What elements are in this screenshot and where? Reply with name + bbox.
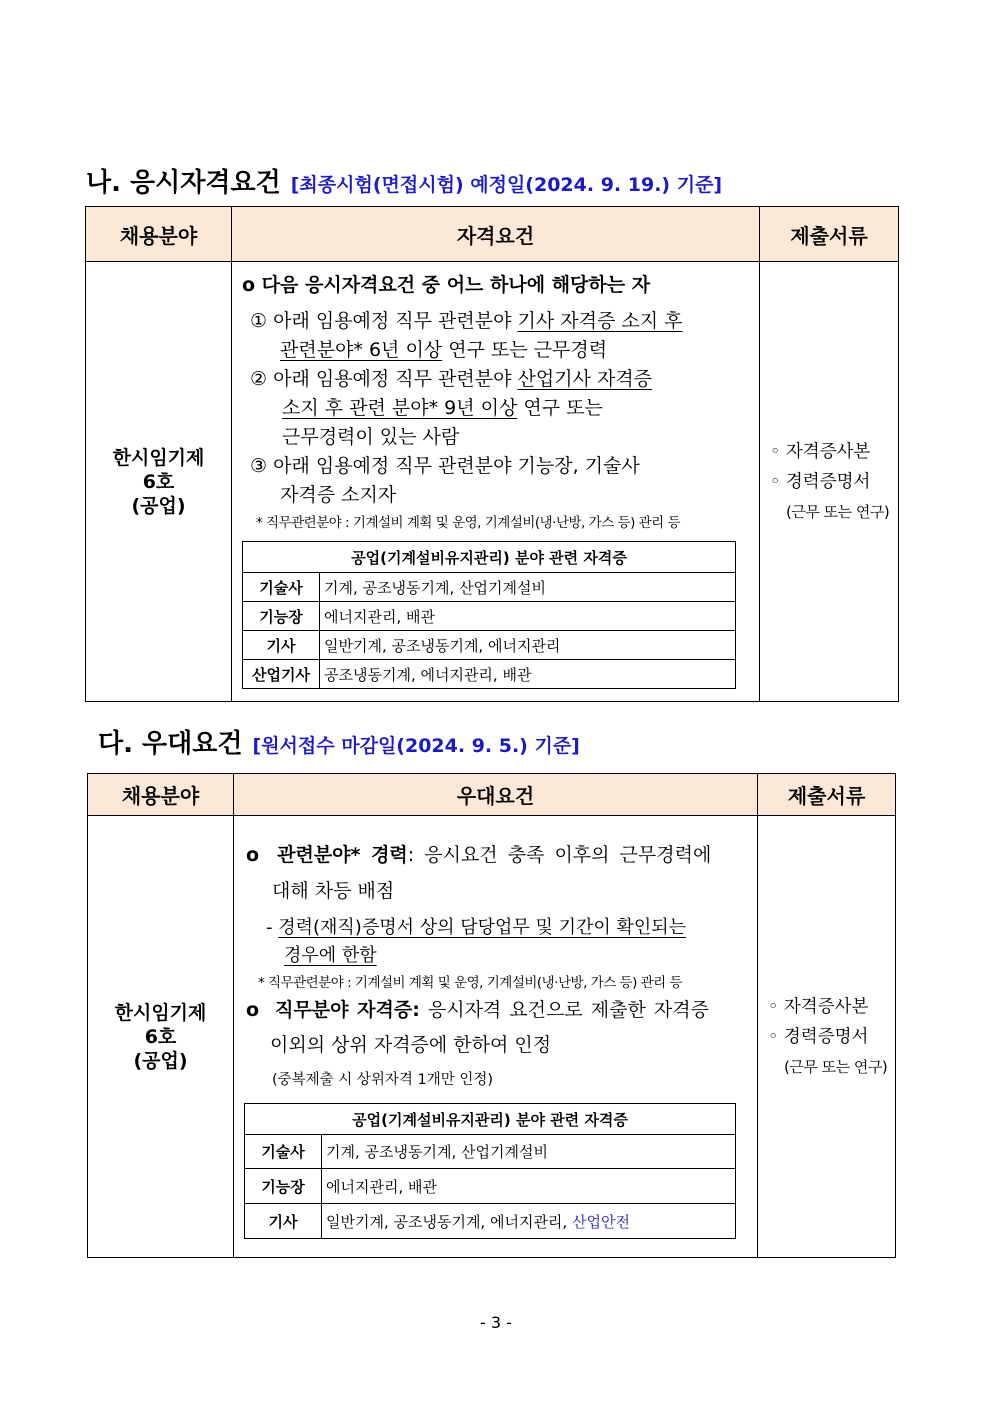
item2-line3: 근무경력이 있는 사람 <box>282 426 460 448</box>
documents-cell <box>758 816 896 1258</box>
section-na-title <box>86 162 722 199</box>
item2-number: ② <box>250 368 268 390</box>
section-da-title <box>98 723 580 760</box>
field-line: 6호 <box>144 1025 177 1048</box>
doc-item: ◦ 경력증명서 <box>770 471 871 492</box>
footnote: * 직무관련분야 : 기계설비 계획 및 운영, 기계설비(냉·난방, 가스 등) 관리 등 <box>258 975 683 991</box>
p2-line2: 이외의 상위 자격증에 한하여 인정 <box>270 1034 552 1056</box>
doc-note: (근무 또는 연구) <box>784 1057 888 1076</box>
section-da-basis: [원서접수 마감일(2024. 9. 5.) 기준] <box>252 735 580 757</box>
field-line: 6호 <box>142 470 175 493</box>
cert-list: 공조냉동기계, 에너지관리, 배관 <box>320 660 736 689</box>
cert-grade: 기사 <box>245 1204 322 1239</box>
p2-label: 직무분야 자격증: <box>275 999 420 1021</box>
p1-sub-text: 경력(재직)증명서 상의 담당업무 및 기간이 확인되는 <box>278 917 687 938</box>
section-da-heading: 다. 우대요건 <box>98 729 243 759</box>
item1-number: ① <box>250 310 268 332</box>
p2-bullet: o <box>246 999 260 1021</box>
cert-table <box>242 541 736 689</box>
doc-item: ◦ 자격증사본 <box>768 996 869 1017</box>
requirements-cell <box>232 262 760 702</box>
p1-line1 <box>246 840 711 867</box>
item2-text: 아래 임용예정 직무 관련분야 <box>273 368 512 390</box>
preferences-cell <box>234 816 758 1258</box>
p1-line2: 대해 차등 배점 <box>272 880 395 902</box>
preference-table <box>87 773 896 1258</box>
field-line: (공업) <box>133 1049 188 1072</box>
p2-note: (중복제출 시 상위자격 1개만 인정) <box>272 1072 494 1088</box>
p2-line1 <box>246 995 709 1022</box>
p1-sub-line1 <box>266 913 686 939</box>
recruit-field <box>86 262 232 702</box>
cert-grade: 산업기사 <box>243 660 320 689</box>
documents-cell <box>760 262 899 702</box>
item3-number: ③ <box>250 455 268 477</box>
header-field: 채용분야 <box>86 207 232 262</box>
p2-text: 응시자격 요건으로 제출한 자격증 <box>427 999 709 1021</box>
qualification-table <box>85 206 899 702</box>
item1-text: 아래 임용예정 직무 관련분야 <box>273 310 512 332</box>
p1-text: : 응시요건 충족 이후의 근무경력에 <box>407 844 712 866</box>
header-documents: 제출서류 <box>758 774 896 816</box>
footnote: * 직무관련분야 : 기계설비 계획 및 운영, 기계설비(냉·난방, 가스 등) 관리 등 <box>256 515 681 531</box>
cert-list: 기계, 공조냉동기계, 산업기계설비 <box>322 1135 736 1169</box>
cert-list: 에너지관리, 배관 <box>320 602 736 631</box>
item1-underlined: 기사 자격증 소지 후 <box>517 310 683 332</box>
cert-list: 일반기계, 공조냉동기계, 에너지관리 <box>320 631 736 660</box>
cert-list-highlight: 산업안전 <box>571 1212 630 1231</box>
cert-table-title: 공업(기계설비유지관리) 분야 관련 자격증 <box>243 542 736 573</box>
cert-list: 기계, 공조냉동기계, 산업기계설비 <box>320 573 736 602</box>
cert-list-row <box>322 1204 736 1239</box>
cert-table-title: 공업(기계설비유지관리) 분야 관련 자격증 <box>245 1104 736 1135</box>
doc-item: ◦ 자격증사본 <box>770 441 871 462</box>
item2-line2 <box>282 393 603 420</box>
cert-grade: 기술사 <box>245 1135 322 1169</box>
item2-line1 <box>250 364 652 391</box>
item1-line2 <box>280 335 607 362</box>
intro-line: o 다음 응시자격요건 중 어느 하나에 해당하는 자 <box>242 274 651 296</box>
header-documents: 제출서류 <box>760 207 899 262</box>
item2-text2: 연구 또는 <box>523 397 603 419</box>
header-preferences: 우대요건 <box>234 774 758 816</box>
doc-item: ◦ 경력증명서 <box>768 1026 869 1047</box>
cert-list: 에너지관리, 배관 <box>322 1169 736 1204</box>
section-na-basis: [최종시험(면접시험) 예정일(2024. 9. 19.) 기준] <box>290 174 723 196</box>
page-number: - 3 - <box>480 1313 512 1332</box>
cert-grade: 기능장 <box>245 1169 322 1204</box>
field-line: 한시임기제 <box>114 1001 207 1024</box>
cert-grade: 기능장 <box>243 602 320 631</box>
doc-note: (근무 또는 연구) <box>786 502 890 521</box>
item1-underlined2: 관련분야* 6년 이상 <box>280 339 443 361</box>
field-line: (공업) <box>131 494 186 517</box>
field-line: 한시임기제 <box>112 446 205 469</box>
cert-grade: 기술사 <box>243 573 320 602</box>
p1-label: 관련분야* 경력 <box>277 844 408 866</box>
header-field: 채용분야 <box>88 774 234 816</box>
item2-underlined2: 소지 후 관련 분야* 9년 이상 <box>282 397 518 419</box>
p1-sub-dash: - <box>266 917 273 938</box>
recruit-field <box>88 816 234 1258</box>
section-na-heading: 나. 응시자격요건 <box>86 168 281 198</box>
item3-text: 아래 임용예정 직무 관련분야 기능장, 기술사 <box>273 455 640 477</box>
item3-line1 <box>250 451 640 478</box>
p1-bullet: o <box>246 844 260 866</box>
cert-list: 일반기계, 공조냉동기계, 에너지관리, <box>326 1212 572 1231</box>
item1-text2: 연구 또는 근무경력 <box>448 339 608 361</box>
p1-sub-line2: 경우에 한함 <box>284 945 377 966</box>
item3-line2: 자격증 소지자 <box>280 484 397 506</box>
cert-grade: 기사 <box>243 631 320 660</box>
item1-line1 <box>250 306 682 333</box>
cert-table <box>244 1103 736 1239</box>
item2-underlined: 산업기사 자격증 <box>517 368 653 390</box>
header-requirements: 자격요건 <box>232 207 760 262</box>
